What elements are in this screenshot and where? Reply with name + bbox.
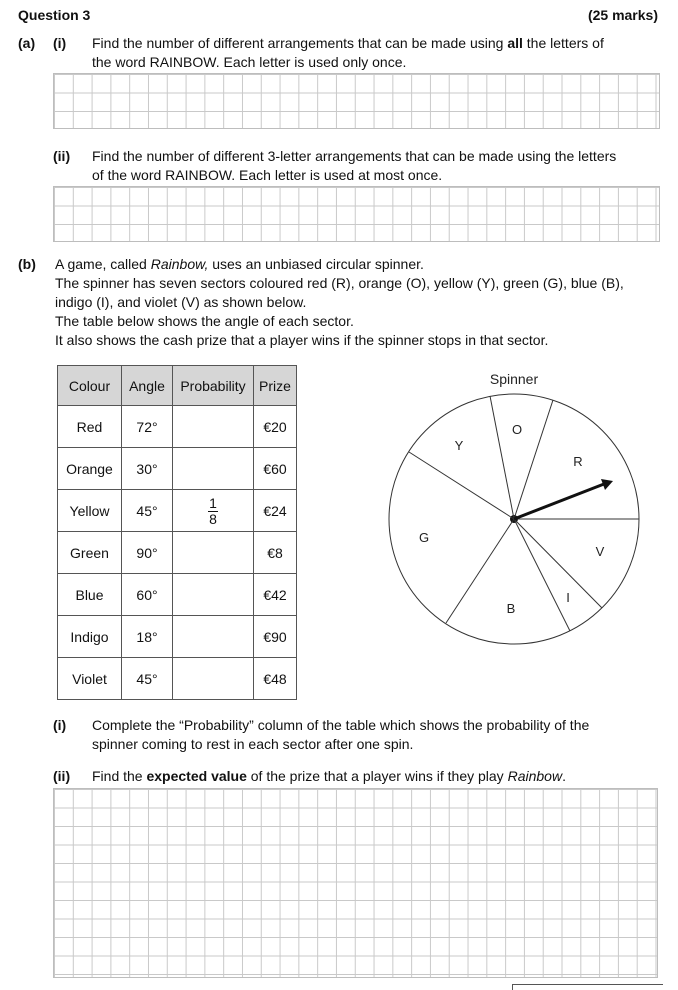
- cell-probability[interactable]: [173, 616, 254, 658]
- fraction-denominator: 8: [209, 511, 217, 527]
- cell-prize: €90: [254, 616, 297, 658]
- table-header-row: [58, 366, 297, 406]
- cell-angle: 90°: [122, 532, 173, 574]
- sector-label-yellow: Y: [454, 438, 464, 453]
- cell-colour: Yellow: [58, 490, 122, 532]
- part-b-intro-italic: Rainbow,: [150, 256, 209, 272]
- spinner-diagram: [380, 365, 670, 645]
- cell-probability[interactable]: [173, 490, 254, 532]
- part-a-i-text-bold: all: [507, 35, 523, 51]
- cell-prize: €24: [254, 490, 297, 532]
- table-row: [58, 616, 297, 658]
- part-a-i-text-pre: Find the number of different arrangements that can be made using: [92, 35, 508, 51]
- part-a-ii-question: [92, 147, 667, 185]
- cell-prize: €42: [254, 574, 297, 616]
- sector-line: [511, 400, 553, 519]
- cell-colour: Indigo: [58, 616, 122, 658]
- probability-fraction: [208, 497, 218, 526]
- cell-probability[interactable]: [173, 406, 254, 448]
- cell-probability[interactable]: [173, 574, 254, 616]
- cell-angle: 45°: [122, 658, 173, 700]
- part-a-ii-label: (ii): [53, 148, 71, 164]
- answer-grid-a-i[interactable]: [53, 73, 660, 129]
- table-row: [58, 448, 297, 490]
- cell-probability[interactable]: [173, 532, 254, 574]
- fraction-numerator: 1: [209, 495, 217, 511]
- cell-colour: Violet: [58, 658, 122, 700]
- question-marks: (25 marks): [587, 7, 658, 23]
- question-title: Question 3: [18, 7, 91, 23]
- marks-box: [512, 984, 663, 990]
- part-b-line4: The table below shows the angle of each sector.: [55, 313, 354, 329]
- part-a-i-text-line2: the word RAINBOW. Each letter is used only once.: [92, 54, 407, 70]
- header-prize: Prize: [254, 366, 297, 406]
- part-a-i-text-post: the letters of: [522, 35, 604, 51]
- part-b-line5: It also shows the cash prize that a player wins if the spinner stops in that sector.: [55, 332, 549, 348]
- part-b-intro-post: uses an unbiased circular spinner.: [208, 256, 424, 272]
- cell-angle: 18°: [122, 616, 173, 658]
- cell-colour: Red: [58, 406, 122, 448]
- part-b-i-text-line1: Complete the “Probability” column of the table which shows the probability of the: [92, 717, 590, 733]
- part-b-ii-label: (ii): [53, 768, 71, 784]
- spinner-pointer: [514, 484, 604, 519]
- answer-grid-b-ii[interactable]: [53, 788, 658, 978]
- part-b-i-label: (i): [53, 717, 67, 733]
- sector-label-orange: O: [511, 422, 523, 437]
- part-a-i-label: (i): [53, 35, 67, 51]
- cell-angle: 72°: [122, 406, 173, 448]
- part-b-intro-pre: A game, called: [55, 256, 151, 272]
- part-b-i-text-line2: spinner coming to rest in each sector after one spin.: [92, 736, 414, 752]
- answer-grid-a-ii[interactable]: [53, 186, 660, 242]
- part-b-ii-post: .: [562, 768, 566, 784]
- sector-label-blue: B: [506, 601, 516, 616]
- part-b-intro: [55, 255, 670, 350]
- part-b-ii-bold: expected value: [146, 768, 247, 784]
- part-b-label: (b): [18, 256, 36, 272]
- cell-colour: Orange: [58, 448, 122, 490]
- part-a-ii-text-line2: of the word RAINBOW. Each letter is used at most once.: [92, 167, 443, 183]
- prize-table: [57, 365, 297, 700]
- part-b-line2: The spinner has seven sectors coloured red (R), orange (O), yellow (Y), green (G), blue (B),: [55, 275, 624, 291]
- part-b-ii-pre: Find the: [92, 768, 147, 784]
- table-row: [58, 532, 297, 574]
- sector-line: [514, 519, 602, 608]
- cell-probability[interactable]: [173, 448, 254, 490]
- part-b-ii-mid: of the prize that a player wins if they play: [246, 768, 508, 784]
- sector-line: [490, 396, 514, 519]
- sector-line: [514, 519, 570, 631]
- cell-angle: 30°: [122, 448, 173, 490]
- sector-line: [409, 452, 514, 519]
- sector-label-indigo: I: [566, 590, 570, 605]
- part-a-ii-text-line1: Find the number of different 3-letter arrangements that can be made using the letters: [92, 148, 617, 164]
- table-row: [58, 658, 297, 700]
- cell-angle: 45°: [122, 490, 173, 532]
- table-row: [58, 490, 297, 532]
- cell-prize: €60: [254, 448, 297, 490]
- cell-probability[interactable]: [173, 658, 254, 700]
- header-angle: Angle: [122, 366, 173, 406]
- part-b-line3: indigo (I), and violet (V) as shown below.: [55, 294, 307, 310]
- part-b-i-question: [92, 716, 662, 754]
- cell-prize: €8: [254, 532, 297, 574]
- table-row: [58, 574, 297, 616]
- sector-label-violet: V: [595, 544, 605, 559]
- cell-prize: €48: [254, 658, 297, 700]
- table-row: [58, 406, 297, 448]
- part-b-ii-question: [92, 767, 662, 786]
- sector-line: [446, 519, 514, 623]
- sector-label-green: G: [418, 530, 430, 545]
- part-b-ii-italic: Rainbow: [507, 768, 563, 784]
- header-colour: Colour: [58, 366, 122, 406]
- cell-prize: €20: [254, 406, 297, 448]
- cell-colour: Green: [58, 532, 122, 574]
- sector-label-red: R: [573, 454, 583, 469]
- part-a-i-question: [92, 34, 662, 72]
- header-probability: Probability: [173, 366, 254, 406]
- cell-colour: Blue: [58, 574, 122, 616]
- spinner-title: Spinner: [489, 371, 539, 387]
- part-a-label: (a): [18, 35, 36, 51]
- cell-angle: 60°: [122, 574, 173, 616]
